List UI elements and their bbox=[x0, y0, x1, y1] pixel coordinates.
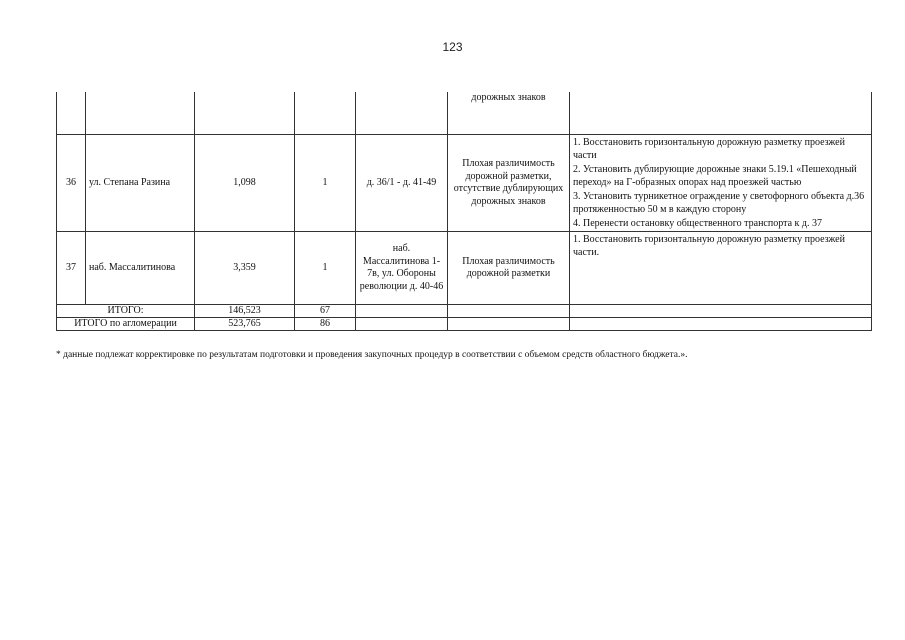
measure-item: 2. Установить дублирующие дорожные знаки 5.19.1 «Пешеходный переход» на Г-образных опорах над проезжей частью bbox=[573, 164, 857, 188]
agglomeration-total-count: 86 bbox=[295, 318, 356, 331]
cell-address bbox=[356, 92, 448, 135]
cell-count: 1 bbox=[295, 232, 356, 305]
cell-street: наб. Массалитинова bbox=[86, 232, 195, 305]
cell-empty bbox=[448, 318, 570, 331]
cell-problem: Плохая различимость дорожной разметки bbox=[448, 232, 570, 305]
cell-measures bbox=[570, 135, 872, 232]
measures-table bbox=[56, 92, 871, 331]
cell-count: 1 bbox=[295, 135, 356, 232]
total-row bbox=[57, 305, 872, 318]
table-row bbox=[57, 232, 872, 305]
cell-problem: Плохая различимость дорожной разметки, отсутствие дублирующих дорожных знаков bbox=[448, 135, 570, 232]
cell-address: д. 36/1 - д. 41-49 bbox=[356, 135, 448, 232]
cell-measures bbox=[570, 232, 872, 305]
cell-empty bbox=[570, 305, 872, 318]
cell-length bbox=[195, 92, 295, 135]
cell-problem: дорожных знаков bbox=[448, 92, 570, 135]
total-length: 146,523 bbox=[195, 305, 295, 318]
measure-item: 1. Восстановить горизонтальную дорожную разметку проезжей части bbox=[573, 137, 845, 161]
cell-street: ул. Степана Разина bbox=[86, 135, 195, 232]
cell-count bbox=[295, 92, 356, 135]
cell-empty bbox=[448, 305, 570, 318]
page-number: 123 bbox=[442, 40, 463, 54]
footnote: * данные подлежат корректировке по результатам подготовки и проведения закупочных процедур в соответствии с объемом средств областного бюджета.». bbox=[56, 350, 688, 360]
agglomeration-total-row bbox=[57, 318, 872, 331]
total-label: ИТОГО: bbox=[57, 305, 195, 318]
cell-length: 3,359 bbox=[195, 232, 295, 305]
cell-num bbox=[57, 92, 86, 135]
cell-empty bbox=[570, 318, 872, 331]
cell-length: 1,098 bbox=[195, 135, 295, 232]
measure-item: 3. Установить турникетное ограждение у светофорного объекта д.36 протяженностью 50 м в каждую сторону bbox=[573, 191, 865, 215]
measure-item: 1. Восстановить горизонтальную дорожную разметку проезжей части. bbox=[573, 234, 845, 258]
agglomeration-total-label: ИТОГО по агломерации bbox=[57, 318, 195, 331]
cell-street bbox=[86, 92, 195, 135]
agglomeration-total-length: 523,765 bbox=[195, 318, 295, 331]
cell-empty bbox=[356, 318, 448, 331]
cell-num: 37 bbox=[57, 232, 86, 305]
cell-empty bbox=[356, 305, 448, 318]
cell-measures bbox=[570, 92, 872, 135]
total-count: 67 bbox=[295, 305, 356, 318]
table-row bbox=[57, 135, 872, 232]
cell-address: наб. Массалитинова 1-7в, ул. Обороны революции д. 40-46 bbox=[356, 232, 448, 305]
measure-item: 4. Перенести остановку общественного транспорта к д. 37 bbox=[573, 218, 822, 229]
table-row-continuation bbox=[57, 92, 872, 135]
cell-num: 36 bbox=[57, 135, 86, 232]
